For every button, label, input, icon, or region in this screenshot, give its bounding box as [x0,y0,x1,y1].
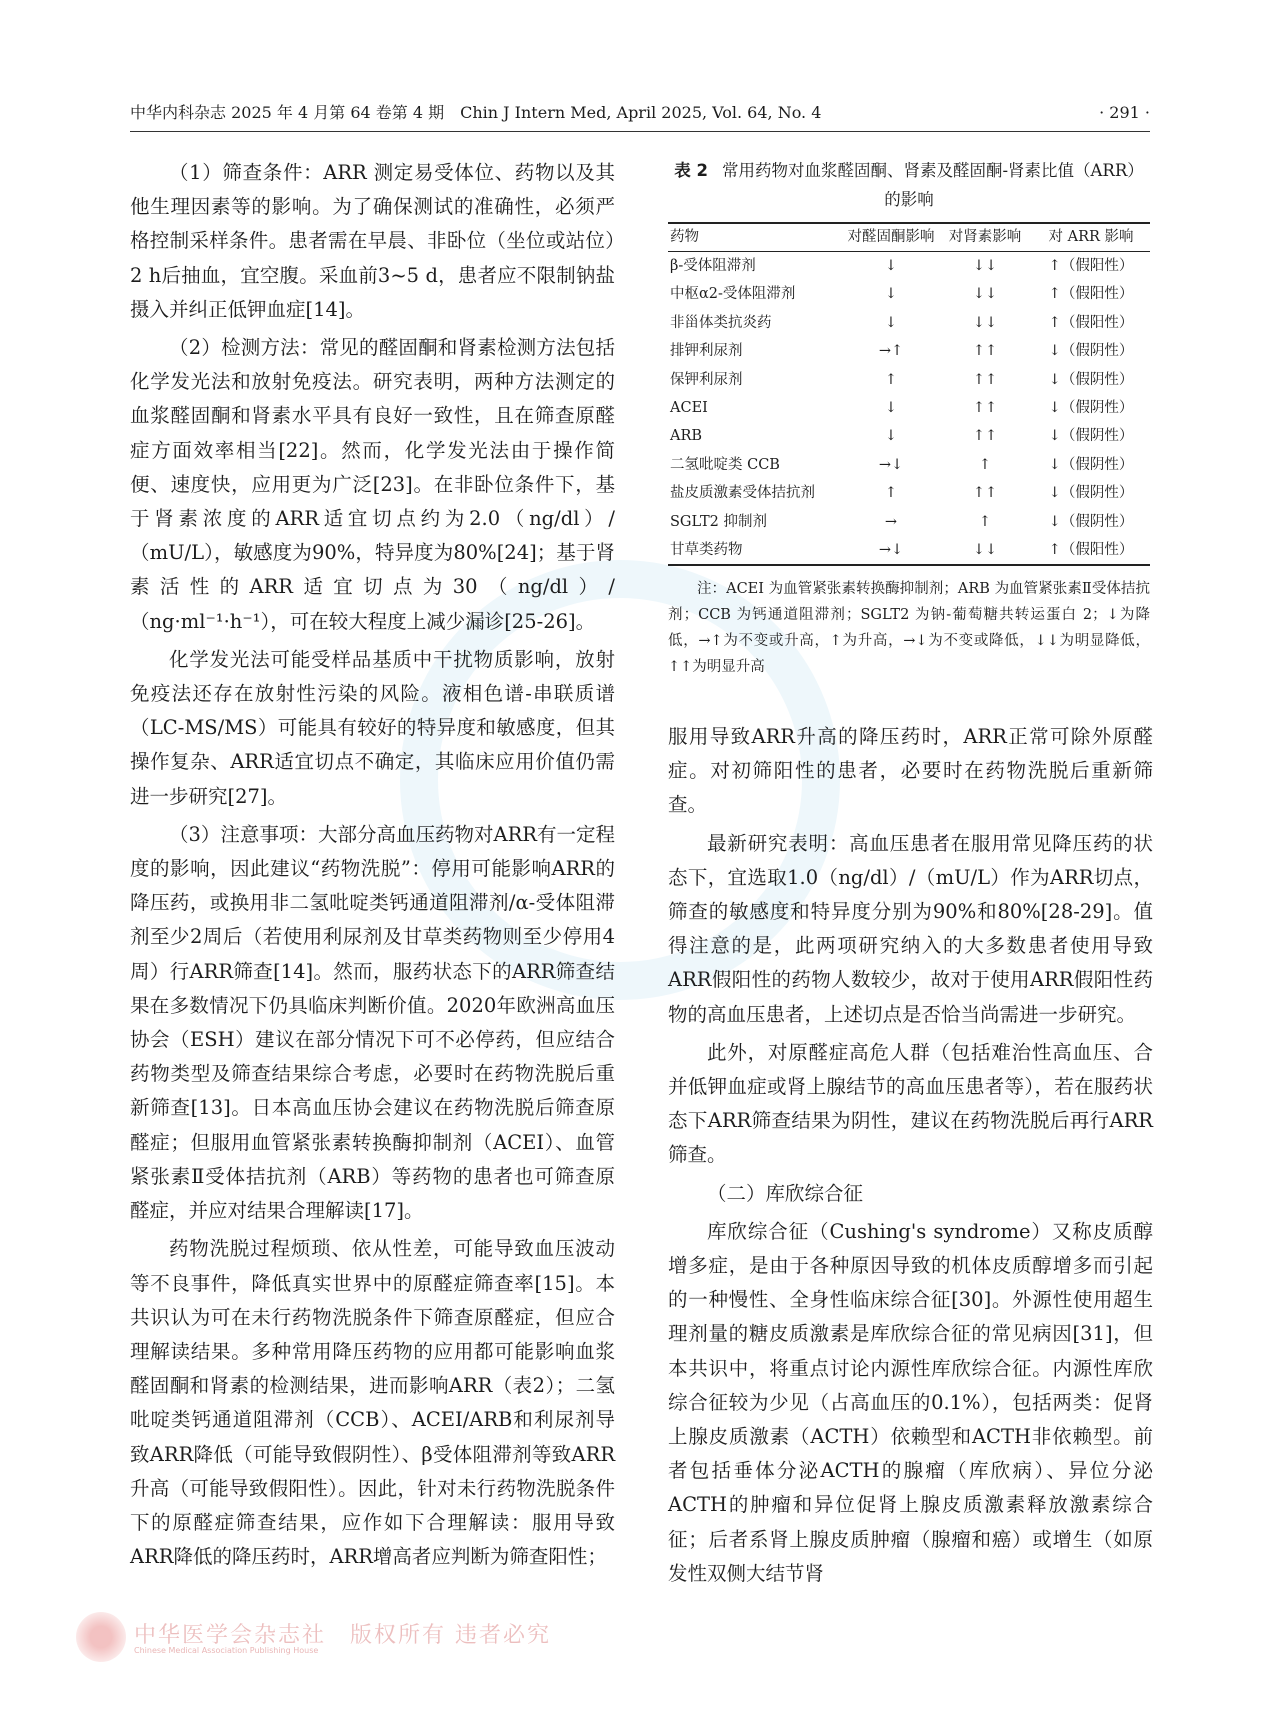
publisher-slogan: 中华医学会杂志社 版权所有 违者必究 [134,1623,552,1648]
cell-aldosterone: → [884,513,898,530]
table-row [668,451,1150,479]
cell-drug: 中枢α2-受体阻滞剂 [670,286,796,303]
publisher-flower-icon [76,1612,126,1662]
cell-aldosterone: ↑ [884,371,898,388]
cell-arr: ↓（假阴性） [1048,513,1134,530]
drug-effect-table [668,222,1150,566]
cell-arr: ↓（假阴性） [1048,428,1134,445]
table-note: 注：ACEI 为血管紧张素转换酶抑制剂；ARB 为血管紧张素Ⅱ受体拮抗剂；CCB 为钙通道阻滞剂；SGLT2 为钠-葡萄糖共转运蛋白 2；↓为降低，→↑为不变或升高，↑为升高，→↓为不变或降低，↓↓为明显降低，↑↑为明显升高 [668,581,1150,676]
journal-citation: 中华内科杂志 2025 年 4 月第 64 卷第 4 期 Chin J Intern Med, April 2025, Vol. 64, No. 4 [130,103,822,122]
cell-aldosterone: ↓ [884,428,898,445]
cell-drug: 二氢吡啶类 CCB [670,456,780,473]
cell-arr: ↑（假阳性） [1048,314,1134,331]
cell-aldosterone: →↑ [878,343,904,360]
cell-arr: ↓（假阴性） [1048,371,1134,388]
table-header-row [668,223,1150,252]
cell-drug: ACEI [670,400,708,417]
cell-aldosterone: ↓ [884,258,898,274]
cell-arr: ↑（假阳性） [1048,258,1134,274]
table-row [668,508,1150,536]
table-title: 常用药物对血浆醛固酮、肾素及醛固酮-肾素比值（ARR）的影响 [721,161,1144,209]
table-row [668,394,1150,422]
col-header-aldosterone: 对醛固酮影响 [847,229,935,245]
cell-renin: ↑ [978,513,992,530]
cell-aldosterone: ↓ [884,286,898,303]
cell-renin: ↑↑ [972,428,998,445]
cell-renin: ↑↑ [972,371,998,388]
cell-drug: 非甾体类抗炎药 [670,314,772,331]
running-header [130,98,1150,128]
cell-renin: ↓↓ [972,286,998,303]
cell-drug: 盐皮质激素受体拮抗剂 [670,485,815,502]
table-row [668,422,1150,450]
cell-aldosterone: →↓ [878,542,904,559]
page-number: · 291 · [1099,103,1150,122]
cell-renin: ↑↑ [972,400,998,417]
cell-arr: ↓（假阴性） [1048,485,1134,502]
table-row [668,337,1150,365]
table-label: 表 2 [674,161,708,180]
table-row [668,536,1150,565]
col-header-renin: 对肾素影响 [948,229,1022,245]
section-heading-cushing: （二）库欣综合征 [707,1181,864,1205]
cell-renin: ↑↑ [972,343,998,360]
cell-aldosterone: →↓ [878,456,904,473]
cell-drug: ARB [670,428,703,445]
paragraph-precautions: （3）注意事项：大部分高血压药物对ARR有一定程度的影响，因此建议“药物洗脱”：停用可能影响ARR的降压药，或换用非二氢吡啶类钙通道阻滞剂/α-受体阻滞剂至少2周后（若使用利尿剂及甘草类药物则至少停用4周）行ARR筛查[14]。然而，服药状态下的ARR筛查结果在多数情况下仍具临床判断价值。2020年欧洲高血压协会（ESH）建议在部分情况下可不必停药，但应结合药物类型及筛查结果综合考虑，必要时在药物洗脱后重新筛查[13]。日本高血压协会建议在药物洗脱后筛查原醛症；但服用血管紧张素转换酶抑制剂（ACEI）、血管紧张素Ⅱ受体拮抗剂（ARB）等药物的患者也可筛查原醛症，并应对结果合理解读[17]。 [130,822,615,1223]
paragraph-cushing: 库欣综合征（Cushing's syndrome）又称皮质醇增多症，是由于各种原因导致的机体皮质醇增多而引起的一种慢性、全身性临床综合征[30]。外源性使用超生理剂量的糖皮质激素是库欣综合征的常见病因[31]，但本共识中，将重点讨论内源性库欣综合征。内源性库欣综合征较为少见（占高血压的0.1%），包括两类：促肾上腺皮质激素（ACTH）依赖型和ACTH非依赖型。前者包括垂体分泌ACTH的腺瘤（库欣病）、异位分泌ACTH的肿瘤和异位促肾上腺皮质激素释放激素综合征；后者系肾上腺皮质肿瘤（腺瘤和癌）或增生（如原发性双侧大结节肾 [668,1219,1153,1585]
cell-arr: ↑（假阳性） [1048,542,1134,559]
paragraph-latest-research: 最新研究表明：高血压患者在服用常见降压药的状态下，宜选取1.0（ng/dl）/（mU/L）作为ARR切点，筛查的敏感度和特异度分别为90%和80%[28-29]。值得注意的是，此两项研究纳入的大多数患者使用导致ARR假阳性的药物人数较少，故对于使用ARR假阳性药物的高血压患者，上述切点是否恰当尚需进一步研究。 [668,831,1153,1026]
table-row [668,280,1150,308]
paragraph-washout: 药物洗脱过程烦琐、依从性差，可能导致血压波动等不良事件，降低真实世界中的原醛症筛查率[15]。本共识认为可在未行药物洗脱条件下筛查原醛症，但应合理解读结果。多种常用降压药物的应用都可能影响血浆醛固酮和肾素的检测结果，进而影响ARR（表2）；二氢吡啶类钙通道阻滞剂（CCB）、ACEI/ARB和利尿剂导致ARR降低（可能导致假阴性）、β受体阻滞剂等致ARR升高（可能导致假阳性）。因此，针对未行药物洗脱条件下的原醛症筛查结果，应作如下合理解读：服用导致ARR降低的降压药时，ARR增高者应判断为筛查阳性； [130,1237,615,1569]
cell-aldosterone: ↑ [884,485,898,502]
publisher-english: Chinese Medical Association Publishing House [134,1646,319,1655]
table-caption [668,156,1150,214]
table-row [668,479,1150,507]
cell-drug: 甘草类药物 [670,542,743,559]
header-rule [130,131,1150,132]
right-column [668,720,1153,1595]
cell-drug: 保钾利尿剂 [670,371,743,388]
left-column [130,156,615,1578]
table-row [668,252,1150,281]
table-2 [668,156,1150,680]
cell-renin: ↓↓ [972,542,998,559]
cell-aldosterone: ↓ [884,400,898,417]
publisher-watermark [76,1612,552,1664]
paragraph-screening-conditions: （1）筛查条件：ARR 测定易受体位、药物以及其他生理因素等的影响。为了确保测试的准确性，必须严格控制采样条件。患者需在早晨、非卧位（坐位或站位）2 h后抽血，宜空腹。采血前3~5 d，患者应不限制钠盐摄入并纠正低钾血症[14]。 [130,161,615,321]
cell-arr: ↓（假阴性） [1048,343,1134,360]
cell-renin: ↑ [978,456,992,473]
paragraph-interpretation-cont: 服用导致ARR升高的降压药时，ARR正常可除外原醛症。对初筛阳性的患者，必要时在药物洗脱后重新筛查。 [668,725,1153,817]
cell-aldosterone: ↓ [884,314,898,331]
col-header-drug: 药物 [670,229,699,245]
cell-drug: 排钾利尿剂 [670,343,743,360]
cell-drug: β-受体阻滞剂 [670,258,756,274]
cell-renin: ↑↑ [972,485,998,502]
cell-drug: SGLT2 抑制剂 [670,513,767,530]
col-header-arr: 对 ARR 影响 [1048,229,1134,245]
cell-arr: ↓（假阴性） [1048,400,1134,417]
paragraph-lcms: 化学发光法可能受样品基质中干扰物质影响，放射免疫法还存在放射性污染的风险。液相色谱-串联质谱（LC-MS/MS）可能具有较好的特异度和敏感度，但其操作复杂、ARR适宜切点不确定，其临床应用价值仍需进一步研究[27]。 [130,647,615,808]
cell-renin: ↓↓ [972,314,998,331]
cell-renin: ↓↓ [972,258,998,274]
table-row [668,309,1150,337]
paragraph-detection-methods: （2）检测方法：常见的醛固酮和肾素检测方法包括化学发光法和放射免疫法。研究表明，两种方法测定的血浆醛固酮和肾素水平具有良好一致性，且在筛查原醛症方面效率相当[22]。然而，化学发光法由于操作简便、速度快，应用更为广泛[23]。在非卧位条件下，基于肾素浓度的ARR适宜切点约为2.0（ng/dl）/（mU/L），敏感度为90%，特异度为80%[24]；基于肾素活性的ARR适宜切点为30（ng/dl）/（ng·ml⁻¹·h⁻¹），可在较大程度上减少漏诊[25-26]。 [130,336,615,633]
cell-arr: ↓（假阴性） [1048,456,1134,473]
paragraph-high-risk: 此外，对原醛症高危人群（包括难治性高血压、合并低钾血症或肾上腺结节的高血压患者等），若在服药状态下ARR筛查结果为阴性，建议在药物洗脱后再行ARR筛查。 [668,1040,1153,1167]
cell-arr: ↑（假阳性） [1048,286,1134,303]
table-row [668,366,1150,394]
